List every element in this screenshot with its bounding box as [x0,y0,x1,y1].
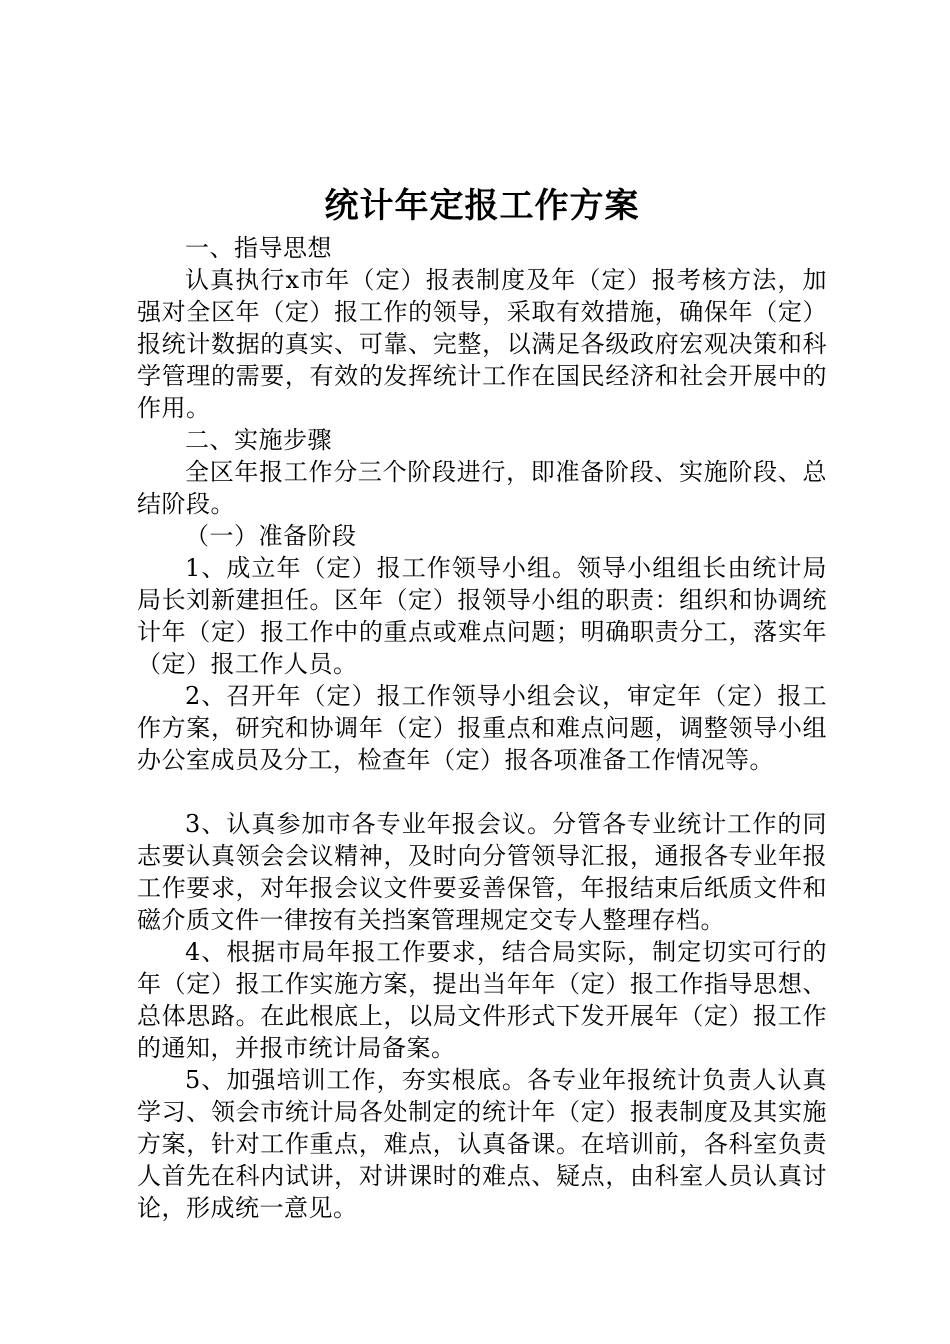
section-heading-implementation-steps: 二、实施步骤 [185,426,332,454]
document-page [137,182,827,1224]
paragraph-step-5: 5、加强培训工作，夯实根底。各专业年报统计负责人认真学习、领会市统计局各处制定的统计年（定）报表制度及其实施方案，针对工作重点，难点，认真备课。在培训前，各科室负责人首先在科内试讲，对讲课时的难点、疑点，由科室人员认真讨论，形成统一意见。 [137,1066,827,1222]
section-heading-guiding-ideology: 一、指导思想 [185,234,332,262]
paragraph-step-4: 4、根据市局年报工作要求，结合局实际，制定切实可行的年（定）报工作实施方案，提出当年年（定）报工作指导思想、总体思路。在此根底上，以局文件形式下发开展年（定）报工作的通知，并报市统计局备案。 [137,938,827,1062]
paragraph-step-1: 1、成立年（定）报工作领导小组。领导小组组长由统计局局长刘新建担任。区年（定）报领导小组的职责：组织和协调统计年（定）报工作中的重点或难点问题；明确职责分工，落实年（定）报工作人员。 [137,554,827,678]
paragraph-stages-overview: 全区年报工作分三个阶段进行，即准备阶段、实施阶段、总结阶段。 [137,458,827,518]
document-title: 统计年定报工作方案 [324,186,640,226]
paragraph-step-3: 3、认真参加市各专业年报会议。分管各专业统计工作的同志要认真领会会议精神，及时向分管领导汇报，通报各专业年报工作要求，对年报会议文件要妥善保管，年报结束后纸质文件和磁介质文件一律按有关挡案管理规定交专人整理存档。 [137,810,827,934]
blank-line [137,776,827,808]
paragraph-step-2: 2、召开年（定）报工作领导小组会议，审定年（定）报工作方案，研究和协调年（定）报重点和难点问题，调整领导小组办公室成员及分工，检查年（定）报各项准备工作情况等。 [137,682,827,774]
paragraph-guiding-ideology: 认真执行x市年（定）报表制度及年（定）报考核方法，加强对全区年（定）报工作的领导，采取有效措施，确保年（定）报统计数据的真实、可靠、完整，以满足各级政府宏观决策和科学管理的需要，有效的发挥统计工作在国民经济和社会开展中的作用。 [137,266,827,422]
subsection-heading-preparation: （一）准备阶段 [185,522,357,550]
